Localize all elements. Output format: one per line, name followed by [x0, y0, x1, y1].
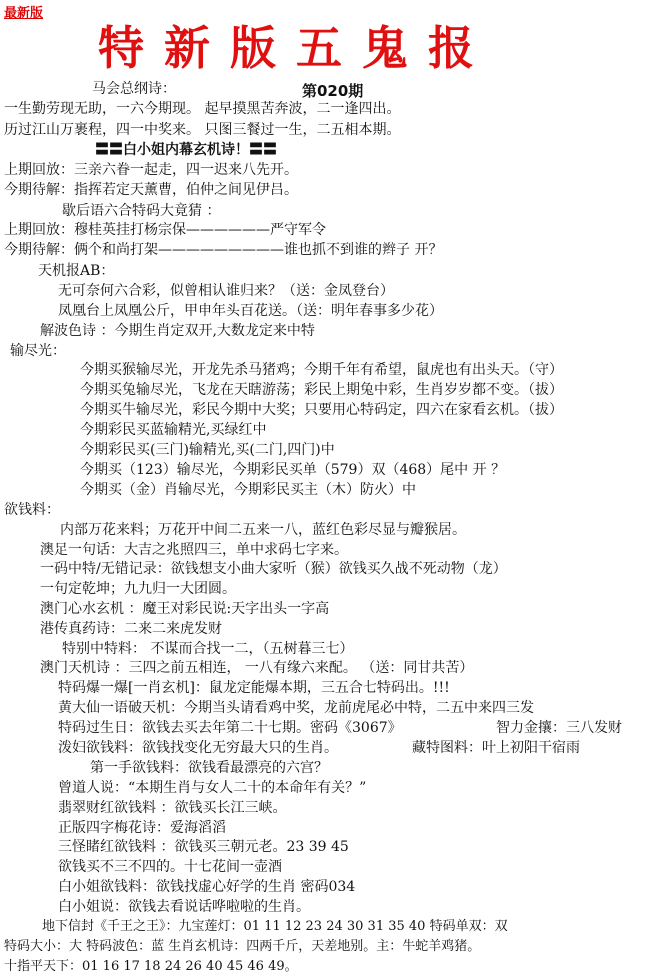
lose-line-1: 今期买猴输尽光，开龙先杀马猪鸡；今期千年有希望，鼠虎也有出头天。（守） — [80, 362, 563, 378]
three-monster-line: 三怪睹红欲钱料 ：欲钱买三朝元老。23 39 45 — [58, 839, 349, 855]
special-code-line: 特别中特料： 不谋而合找一二，（五树暮三七） — [62, 641, 354, 657]
xiehouyu-last: 上期回放：穆桂英挂打杨宗保——————严守军令 — [4, 222, 326, 238]
poem-heading: 马会总纲诗： — [92, 81, 176, 97]
plum-poem-line: 正版四字梅花诗：爱海滔滔 — [58, 820, 226, 836]
page-title: 特新版五鬼报 — [98, 21, 494, 75]
wisdom-line: 智力金攘：三八发财 — [496, 720, 622, 736]
lose-line-7: 今期买（金）肖输尽光，今期彩民买主（木）防火）中 — [80, 482, 416, 498]
bxj-says-line: 白小姐说：欲钱去看说话哗啦啦的生肖。 — [58, 899, 310, 915]
lose-heading: 输尽光： — [10, 343, 66, 359]
tianji-heading: 天机报AB： — [38, 263, 115, 279]
money-heading: 欲钱料： — [4, 502, 60, 518]
hk-fax-line: 港传真药诗：二来二来虎发财 — [40, 621, 222, 637]
lose-line-6: 今期买（123）输尽光，今期彩民买单（579）双（468）尾中 开 ？ — [80, 462, 506, 478]
lose-line-4: 今期彩民买蓝输精光,买绿红中 — [80, 422, 267, 438]
poem-line-2: 历过江山万裹程，四一中奖来。 只图三餐过一生，二五相本期。 — [4, 122, 401, 138]
size-color-line: 特码大小：大 特码波色：蓝 生肖玄机诗：四两千斤，天差地别。主：牛蛇羊鸡猪。 — [4, 939, 481, 954]
bxj-money-line: 白小姐欲钱料：欲钱找虚心好学的生肖 密码034 — [58, 879, 356, 895]
special-burst-line: 特码爆一爆[一肖玄机]：鼠龙定能爆本期，三五合七特码出。!!! — [58, 680, 450, 696]
one-code-line: 一码中特/无错记录：欲钱想支小曲大家听（猴）欲钱买久战不死动物（龙） — [40, 561, 507, 577]
current-clue-line: 今期待解：指挥若定天薰曹，伯仲之间见伊吕。 — [4, 182, 298, 198]
lose-line-5: 今期彩民买(三门)输精光,买(二门,四门)中 — [80, 442, 335, 458]
shrew-line: 泼妇欲钱料：欲钱找变化无穷最大只的生肖。 — [58, 740, 338, 756]
macau-heart-line: 澳门心水玄机 ：魔王对彩民说:天字出头一字高 — [40, 601, 330, 617]
lose-line-2: 今期买兔输尽光，飞龙在天瞎游荡；彩民上期兔中彩，生肖岁岁都不变。（拔） — [80, 382, 563, 398]
last-result-line: 上期回放：三亲六眷一起走，四一迟来八先开。 — [4, 162, 298, 178]
birthday-line: 特码过生日：欲钱去买去年第二十七期。密码《3067》 — [58, 720, 402, 736]
one-sentence-line: 一句定乾坤；九九归一大团圆。 — [40, 581, 236, 597]
lose-line-3: 今期买牛输尽光，彩民今期中大奖；只要用心特码定，四六在家看玄机。（拔） — [80, 402, 563, 418]
issue-number: 第020期 — [302, 82, 364, 100]
wave-color-poem: 解波色诗 ：今期生肖定双开,大数龙定来中特 — [40, 323, 315, 339]
section-heading-bxj: 〓〓白小姐内幕玄机诗！〓〓 — [95, 142, 277, 158]
xiehouyu-heading: 歇后语六合特码大竟猜 ： — [62, 203, 221, 219]
jade-line: 翡翠财红欲钱料 ：欲钱买长江三峡。 — [58, 800, 287, 816]
ten-fingers-line: 十指平天下：01 16 17 18 24 26 40 45 46 49。 — [4, 959, 298, 974]
tianji-line-1: 无可奈何六合彩，似曾相认谁归来？（送：金凤登台） — [58, 283, 394, 299]
first-hand-line: 第一手欲钱料：欲钱看最漂亮的六宫？ — [90, 760, 328, 776]
tianji-line-2: 凤凰台上凤凰公斤，甲申年头百花送。（送：明年春事多少花） — [58, 303, 443, 319]
not-three-four-line: 欲钱买不三不四的。十七花间一壶酒 — [58, 859, 282, 875]
xiehouyu-current: 今期待解：俩个和尚打架—————————谁也抓不到谁的辫子 开？ — [4, 242, 443, 258]
macau-tianji-line: 澳门天机诗 ：三四之前五相连， 一八有缘六来配。 （送：同甘共苦） — [40, 660, 474, 676]
wong-tai-sin-line: 黄大仙一语破天机：今期当头请看鸡中奖，龙前虎尾必中特，二五中来四三发 — [58, 700, 534, 716]
latest-badge: 最新版 — [4, 6, 44, 21]
hidden-picture-line: 藏特图料：叶上初阳干宿雨 — [412, 740, 580, 756]
tsang-says-line: 曾道人说：“本期生肖与女人二十的本命年有关？” — [58, 780, 367, 796]
macau-sentence-line: 澳足一句话：大吉之兆照四三，单中求码七字来。 — [40, 542, 348, 558]
underground-envelope-line: 地下信封《千王之王》：九宝莲灯：01 11 12 23 24 30 31 35 40 特码单双：双 — [42, 919, 508, 934]
poem-line-1: 一生勤劳现无助，一六今期现。 起早摸黑苦奔波，二一逢四出。 — [4, 101, 401, 117]
inside-flower-line: 内部万花来料；万花开中间二五来一八，蓝红色彩尽显与瓣猴居。 — [60, 522, 466, 538]
